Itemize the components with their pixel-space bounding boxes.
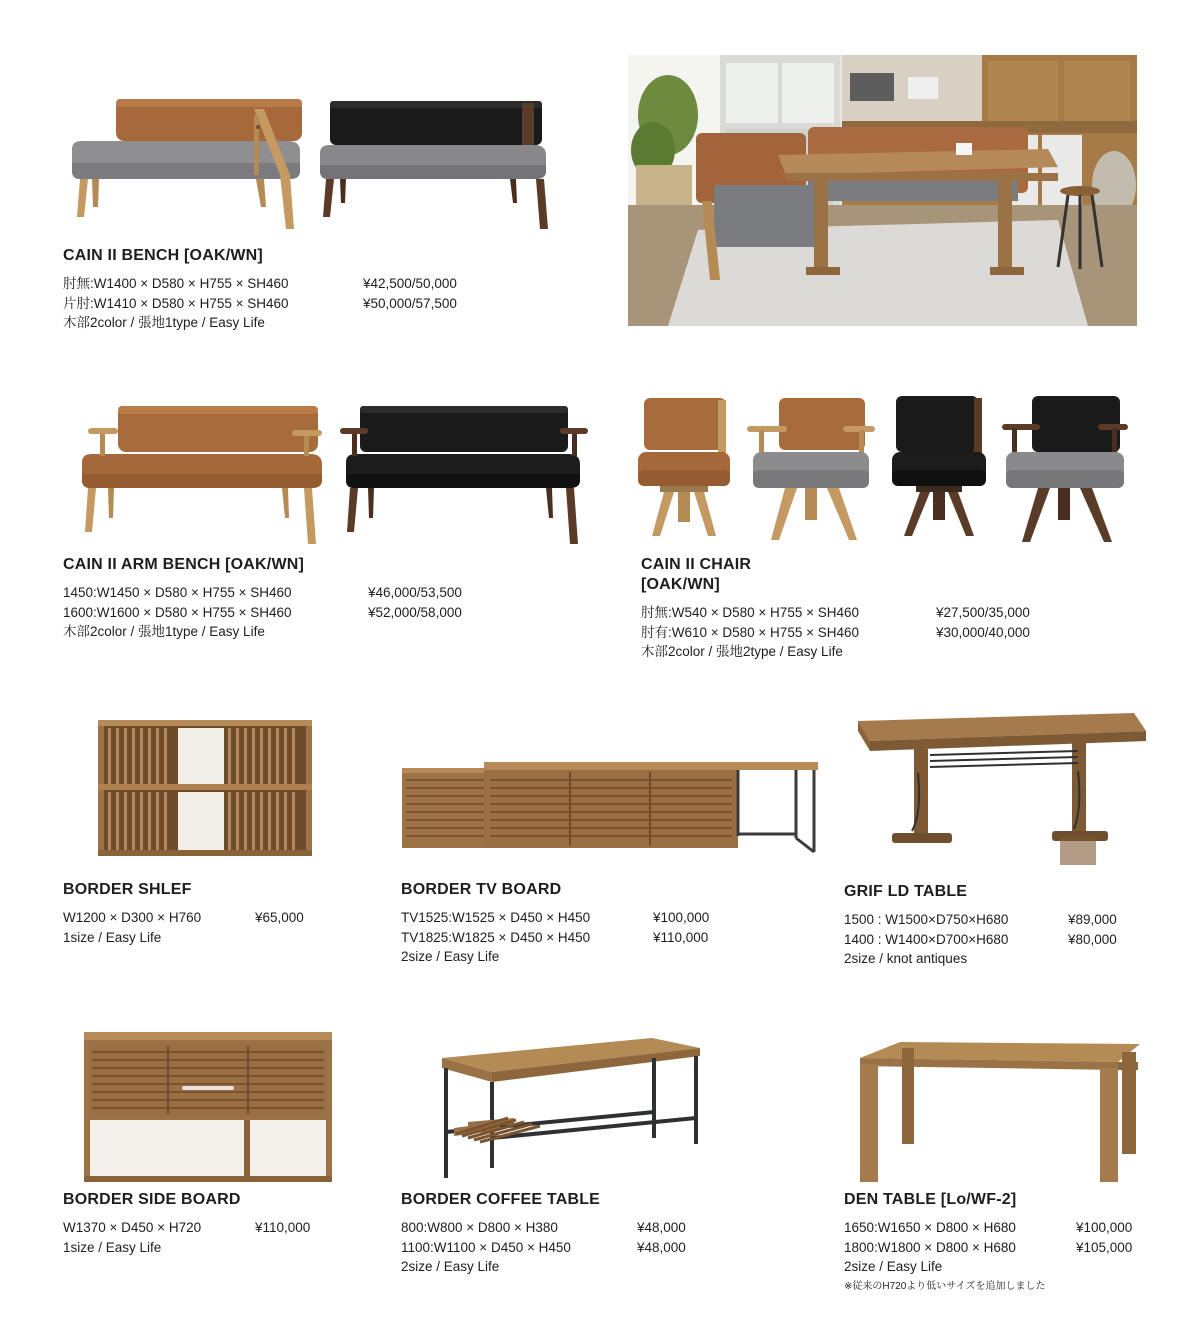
footnote: ※従来のH720より低いサイズを追加しました (844, 1280, 1046, 1292)
cain-bench-info (63, 246, 457, 333)
cain-arm-chair-oak-image (745, 394, 877, 550)
spec-row: 1400 : W1400×D700×H680 ¥80,000 (844, 931, 1117, 947)
den-table-image (856, 1038, 1144, 1188)
border-side-board-info (63, 1190, 310, 1257)
spec-row: 1800:W1800 × D800 × H680 ¥105,000 (844, 1239, 1133, 1255)
product-title: BORDER SIDE BOARD (63, 1191, 241, 1208)
product-title: BORDER COFFEE TABLE (401, 1191, 601, 1208)
cain-arm-chair-wn-image (1000, 394, 1130, 550)
spec-row: 1450:W1450 × D580 × H755 × SH460 ¥46,000/53,500 (63, 585, 462, 600)
cain-arm-bench-oak-image (78, 400, 328, 550)
border-side-board-image (84, 1032, 332, 1184)
spec-row: 片肘:W1410 × D580 × H755 × SH460 ¥50,000/57,500 (63, 295, 457, 311)
variant-row: 2size / Easy Life (401, 1259, 500, 1274)
variant-row: 1size / Easy Life (63, 1239, 162, 1255)
border-tv-board-info (401, 880, 709, 967)
spec-row: TV1825:W1825 × D450 × H450 ¥110,000 (401, 929, 709, 945)
variant-row: 木部2color / 張地2type / Easy Life (641, 644, 843, 659)
cain-arm-bench-wn-image (338, 400, 590, 550)
variant-row: 木部2color / 張地1type / Easy Life (63, 315, 265, 330)
product-title: CAIN II CHAIR (641, 556, 752, 573)
grif-ld-table-info (844, 882, 1117, 969)
border-tv-board-image (400, 760, 818, 854)
product-title: BORDER SHLEF (63, 881, 192, 898)
spec-row: W1370 × D450 × H720 ¥110,000 (63, 1220, 311, 1235)
variant-row: 木部2color / 張地1type / Easy Life (63, 624, 265, 639)
spec-row: 1100:W1100 × D450 × H450 ¥48,000 (401, 1239, 686, 1255)
cain-arm-bench-info (63, 555, 462, 642)
grif-ld-table-image (852, 713, 1148, 869)
spec-row: 肘無:W540 × D580 × H755 × SH460 ¥27,500/35,000 (641, 605, 1030, 620)
border-shelf-info (63, 880, 304, 947)
spec-row: 肘無:W1400 × D580 × H755 × SH460 ¥42,500/50,000 (63, 276, 457, 291)
variant-row: 2size / knot antiques (844, 951, 968, 966)
spec-row: 1500 : W1500×D750×H680 ¥89,000 (844, 912, 1117, 927)
spec-row: 1600:W1600 × D580 × H755 × SH460 ¥52,000/58,000 (63, 604, 462, 620)
cain-chair-oak-image (634, 394, 734, 550)
border-shelf-image (98, 720, 314, 860)
cain-chair-info (641, 555, 1030, 662)
spec-row: W1200 × D300 × H760 ¥65,000 (63, 910, 304, 925)
border-coffee-table-info (401, 1190, 686, 1277)
variant-row: 1size / Easy Life (63, 929, 162, 945)
variant-row: 2size / Easy Life (844, 1259, 943, 1274)
product-title: CAIN II BENCH [OAK/WN] (63, 247, 263, 264)
border-coffee-table-image (438, 1038, 704, 1184)
den-table-info (844, 1190, 1132, 1295)
cain-chair-wn-image (888, 394, 990, 550)
product-title: GRIF LD TABLE (844, 883, 968, 900)
product-title: DEN TABLE [Lo/WF-2] (844, 1191, 1017, 1208)
variant-row: 2size / Easy Life (401, 949, 500, 964)
dining-room-photo (628, 55, 1137, 326)
spec-row: TV1525:W1525 × D450 × H450 ¥100,000 (401, 910, 710, 925)
product-title: BORDER TV BOARD (401, 881, 562, 898)
spec-row: 肘有:W610 × D580 × H755 × SH460 ¥30,000/40,000 (641, 624, 1030, 640)
spec-row: 800:W800 × D800 × H380 ¥48,000 (401, 1220, 686, 1235)
product-title: CAIN II ARM BENCH [OAK/WN] (63, 556, 305, 573)
product-title-sub: [OAK/WN] (641, 576, 720, 593)
spec-row: 1650:W1650 × D800 × H680 ¥100,000 (844, 1220, 1133, 1235)
cain-bench-wn-image (314, 95, 554, 235)
cain-bench-oak-image (68, 95, 308, 235)
